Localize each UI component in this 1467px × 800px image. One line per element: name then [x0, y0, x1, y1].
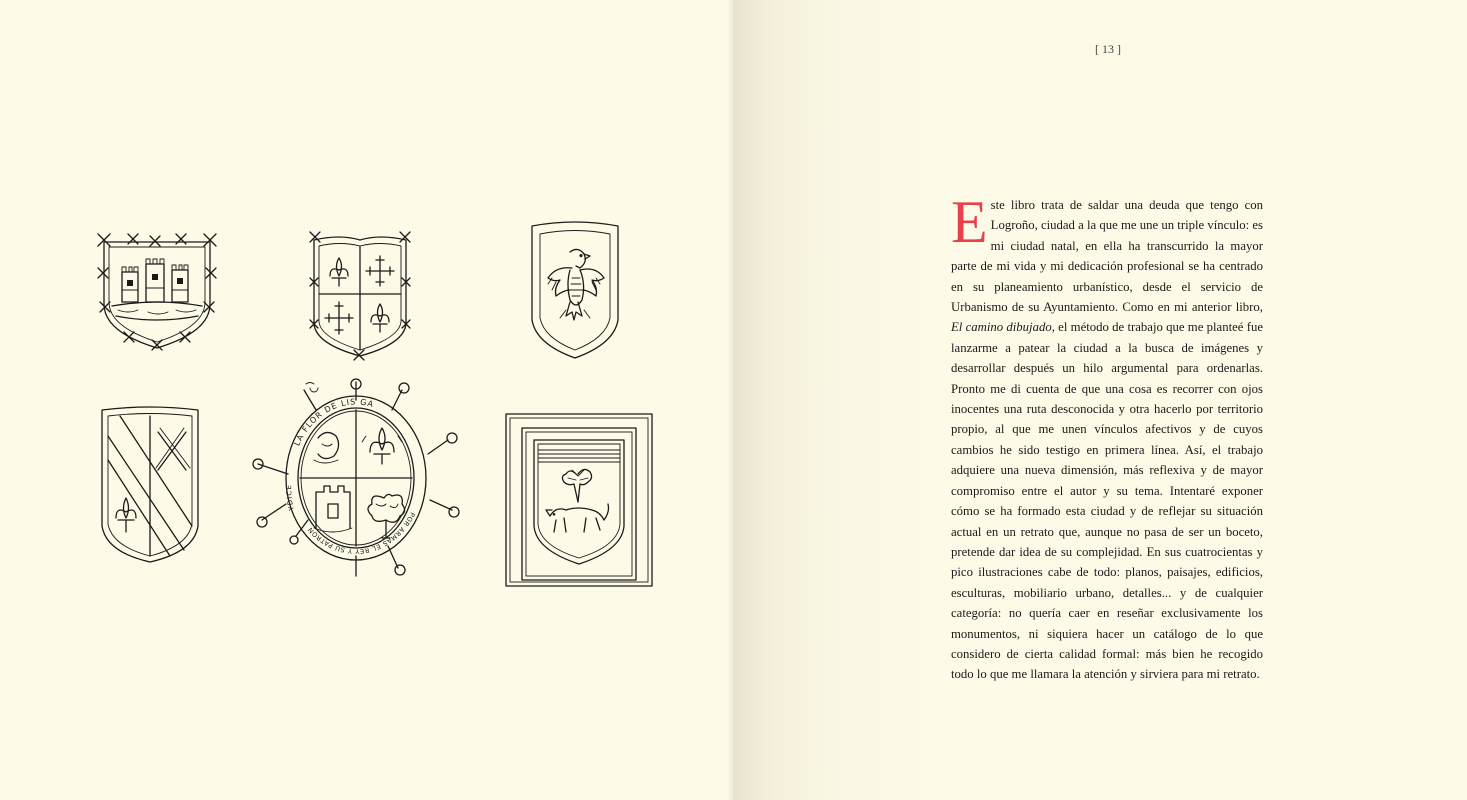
body-text-part-1: ste libro trata de saldar una deuda que tengo con Logroño, ciudad a la que me une un triple vínculo: es mi ciudad natal, en ella ha transcurrido la mayor parte de mi vida y mi dedicación profesional se ha centrado en su planeamiento urbanístico, desde el servicio de Urbanismo de su Ayuntamiento. Como en mi anterior libro, — [951, 198, 1263, 315]
city-seal-oval — [252, 380, 460, 576]
coat-of-arms-quartered — [310, 232, 410, 360]
book-title: El camino dibujado — [951, 320, 1052, 335]
framed-coat-of-arms — [504, 412, 654, 588]
body-text-part-2: , el método de trabajo que me planteé fue lanzarme a patear la ciudad a la busca de imágenes y desarrollar después un hilo argumental para ordenarlas. Pronto me di cuenta de que una cosa es recorrer con ojos inocentes una ruta desconocida y otra hacerlo por territorio propio, al que me unen vínculos afectivos y de cuyos cambios he sido testigo en primera línea. Así, el trabajo adquiere una nueva dimensión, más reflexiva y de mayor compromiso entre el autor y su tema. Intentaré exponer cómo se ha formado esta ciudad y de reflejar su situación actual en un retrato que, aunque no pasa de ser un boceto, pretende dar idea de su complejidad. En sus cuatrocientas y pico ilustraciones cabe de todo: planos, paisajes, edificios, esculturas, mobiliario urbano, detalles... y de cualquier categoría: no quería caer en reseñar exclusivamente los monumentos, ni siquiera hacer un catálogo de lo que considero de cierta calidad formal: más bien he recogido todo lo que me llamara la atención y sirviera para mi retrato. — [951, 320, 1263, 682]
coat-of-arms-eagle — [526, 220, 624, 360]
drop-cap: E — [951, 189, 988, 255]
coat-of-arms-bend — [98, 406, 202, 564]
seal-inscription-bottom: POR ARMAS EL REY Y SU PATRON — [306, 510, 417, 556]
coat-of-arms-towers — [98, 232, 216, 352]
page-number: [ 13 ] — [1095, 42, 1121, 56]
body-text — [951, 189, 1263, 685]
left-page — [0, 0, 733, 800]
seal-inscription-top: LA FLOR DE LIS GA — [292, 397, 376, 448]
seal-inscription-left: YDICE — [285, 484, 296, 512]
